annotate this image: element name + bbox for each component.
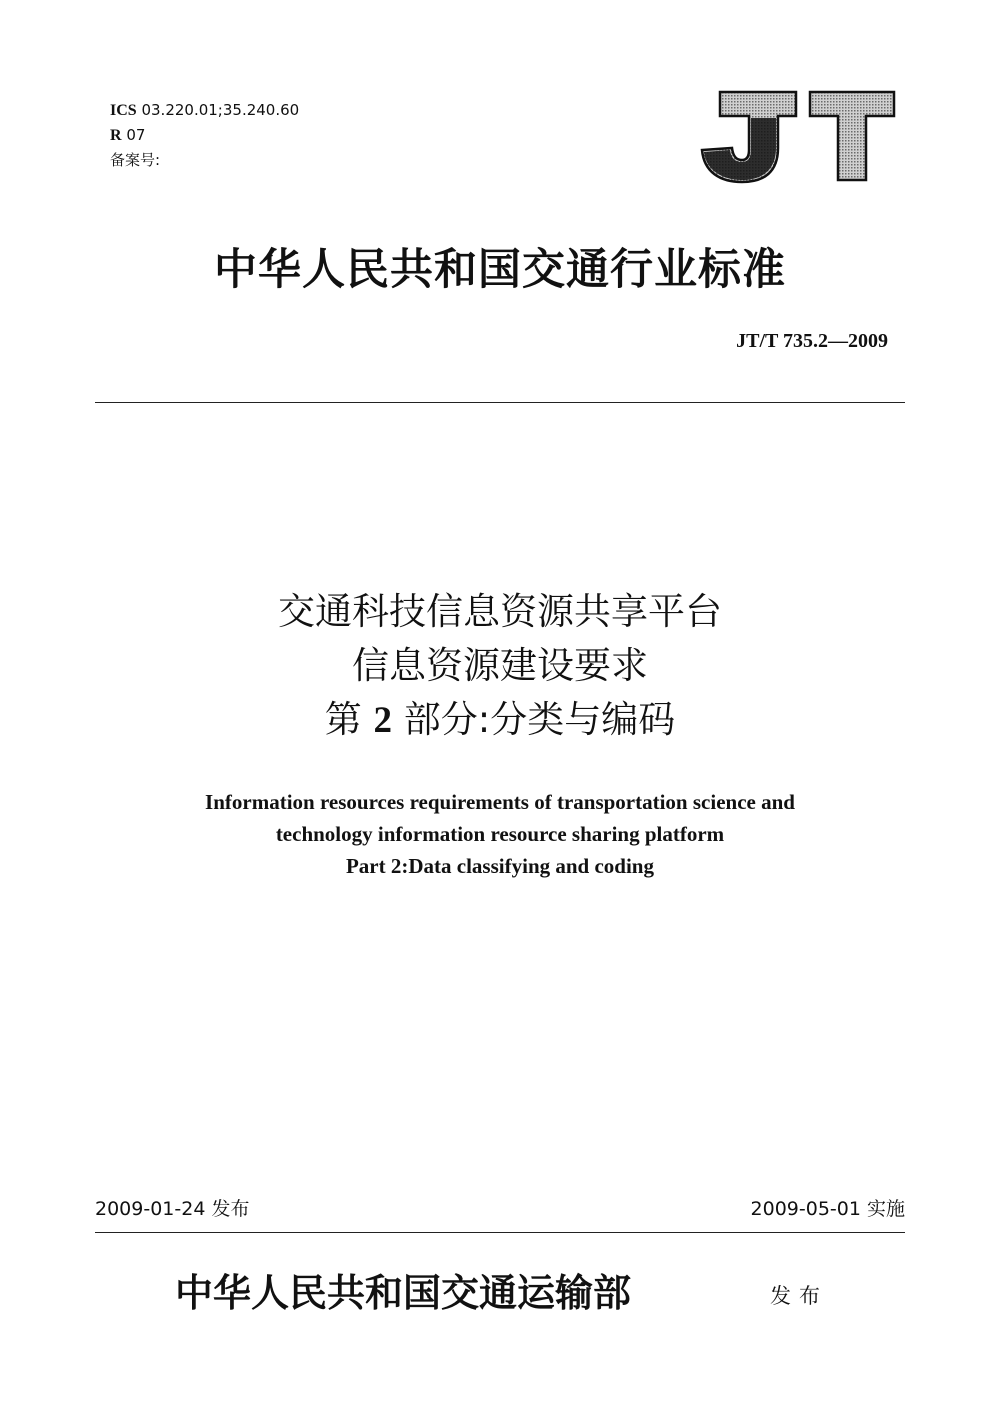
english-title-line-1: Information resources requirements of transportation science and	[205, 790, 795, 814]
ics-value: 03.220.01;35.240.60	[141, 101, 300, 119]
english-title	[0, 786, 1000, 882]
publish-label: 发布	[770, 1284, 828, 1308]
chinese-title-line-3	[0, 693, 1000, 748]
part-prefix: 第	[324, 698, 362, 741]
chinese-title-line-2: 信息资源建设要求	[352, 644, 648, 687]
standard-category-title: 中华人民共和国交通行业标准	[214, 245, 786, 295]
top-divider	[95, 402, 905, 403]
publisher-name: 中华人民共和国交通运输部	[175, 1270, 632, 1315]
part-suffix: 部分:分类与编码	[403, 698, 676, 741]
english-title-line-2: technology information resource sharing platform	[275, 822, 725, 846]
part-number: 2	[373, 700, 393, 741]
bottom-divider	[95, 1232, 905, 1233]
ics-code	[110, 98, 299, 123]
record-number: 备案号:	[110, 151, 161, 169]
chinese-title-line-1: 交通科技信息资源共享平台	[278, 590, 722, 633]
implementation-date: 2009-05-01 实施	[750, 1198, 905, 1220]
standard-number: JT/T 735.2—2009	[736, 330, 888, 352]
classification-block	[110, 98, 299, 173]
jt-logo	[698, 86, 898, 186]
ccs-value: 07	[126, 126, 146, 144]
ccs-code	[110, 123, 299, 148]
chinese-title	[0, 585, 1000, 748]
ics-label: ICS	[110, 102, 137, 119]
issue-date: 2009-01-24 发布	[95, 1198, 250, 1220]
jt-logo-letters	[702, 92, 894, 182]
ccs-label: R	[110, 127, 122, 144]
english-title-line-3: Part 2:Data classifying and coding	[345, 854, 654, 878]
